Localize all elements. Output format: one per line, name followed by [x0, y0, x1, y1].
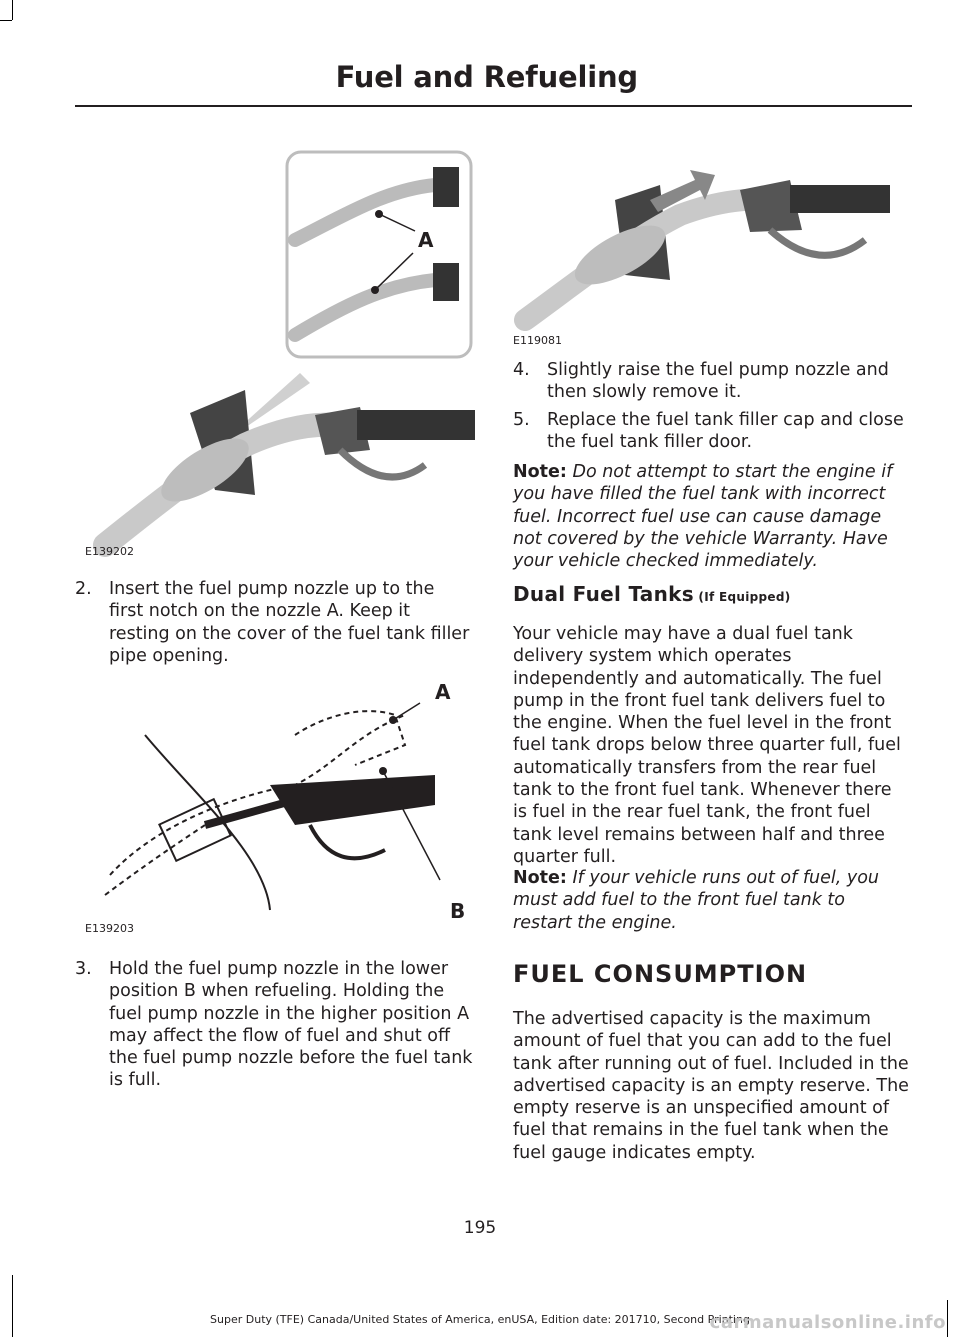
heading-qualifier: (If Equipped)	[693, 590, 791, 604]
dual-fuel-tanks-body: Your vehicle may have a dual fuel tank delivery system which operates independently and automatically. The fuel pump in the front fuel tank delivers fuel to the engine. When the fuel level in the front fuel tank drops below three quarter full, fuel automatically transfers from the rear fuel tank to the front fuel tank. Whenever there is fuel in the rear fuel tank, the front fuel tank level remains between half and three quarter full.	[513, 624, 901, 867]
step-number: 2.	[75, 579, 92, 599]
step-2	[75, 578, 470, 673]
callout-a: A	[418, 228, 434, 252]
figure-code: E119081	[513, 334, 562, 347]
step-text: Hold the fuel pump nozzle in the lower position B when refueling. Holding the fuel pump nozzle in the higher position A may affect the flow of fuel and shut off the fuel pump nozzle before the fuel tank is full.	[109, 959, 473, 1091]
callout-a: A	[435, 680, 451, 704]
figure-nozzle-positions	[95, 675, 475, 923]
figure-code: E139203	[85, 922, 134, 935]
figure-nozzle-insert	[95, 145, 475, 555]
callout-b: B	[450, 899, 466, 923]
watermark: carmanualsonline.info	[709, 1312, 946, 1333]
figure-nozzle-remove	[520, 160, 892, 330]
step-4	[513, 359, 913, 404]
note-label: Note:	[513, 462, 567, 482]
crop-mark	[0, 20, 12, 21]
page-number: 195	[463, 1218, 497, 1238]
note-incorrect-fuel	[513, 461, 909, 572]
step-number: 4.	[513, 360, 530, 380]
step-text: Replace the fuel tank filler cap and close the fuel tank filler door.	[547, 410, 904, 453]
fuel-consumption-body: The advertised capacity is the maximum amount of fuel that you can add to the fuel tank after running out of fuel. Included in the advertised capacity is an empty reserve. The empty reserve is an unspecified amount of fuel that remains in the fuel tank when the fuel gauge indicates empty.	[513, 1009, 909, 1163]
step-5	[513, 409, 913, 454]
note-label: Note:	[513, 868, 567, 888]
page-title: Fuel and Refueling	[335, 60, 638, 94]
note-text: Do not attempt to start the engine if you have filled the fuel tank with incorrect fuel. Incorrect fuel use can cause damage not covered by the vehicle Warranty. Have your vehicle checked immediately.	[513, 462, 893, 572]
footer: Super Duty (TFE) Canada/United States of America, enUSA, Edition date: 201710, Second Printing	[210, 1313, 750, 1326]
section-heading-dual-fuel-tanks	[513, 582, 791, 606]
note-runs-out	[513, 867, 909, 934]
step-3	[75, 958, 473, 1091]
section-heading-fuel-consumption: FUEL CONSUMPTION	[513, 960, 808, 988]
figure-code: E139202	[85, 545, 134, 558]
crop-mark	[12, 1275, 13, 1337]
step-number: 3.	[75, 959, 92, 979]
step-number: 5.	[513, 410, 530, 430]
step-text: Slightly raise the fuel pump nozzle and then slowly remove it.	[547, 360, 889, 403]
crop-mark	[12, 0, 13, 20]
heading-text: Dual Fuel Tanks	[513, 582, 694, 606]
note-text: If your vehicle runs out of fuel, you must add fuel to the front fuel tank to restart the engine.	[513, 868, 880, 933]
header-rule	[75, 105, 912, 107]
step-text: Insert the fuel pump nozzle up to the first notch on the nozzle A. Keep it resting on the cover of the fuel tank filler pipe opening.	[109, 579, 470, 666]
